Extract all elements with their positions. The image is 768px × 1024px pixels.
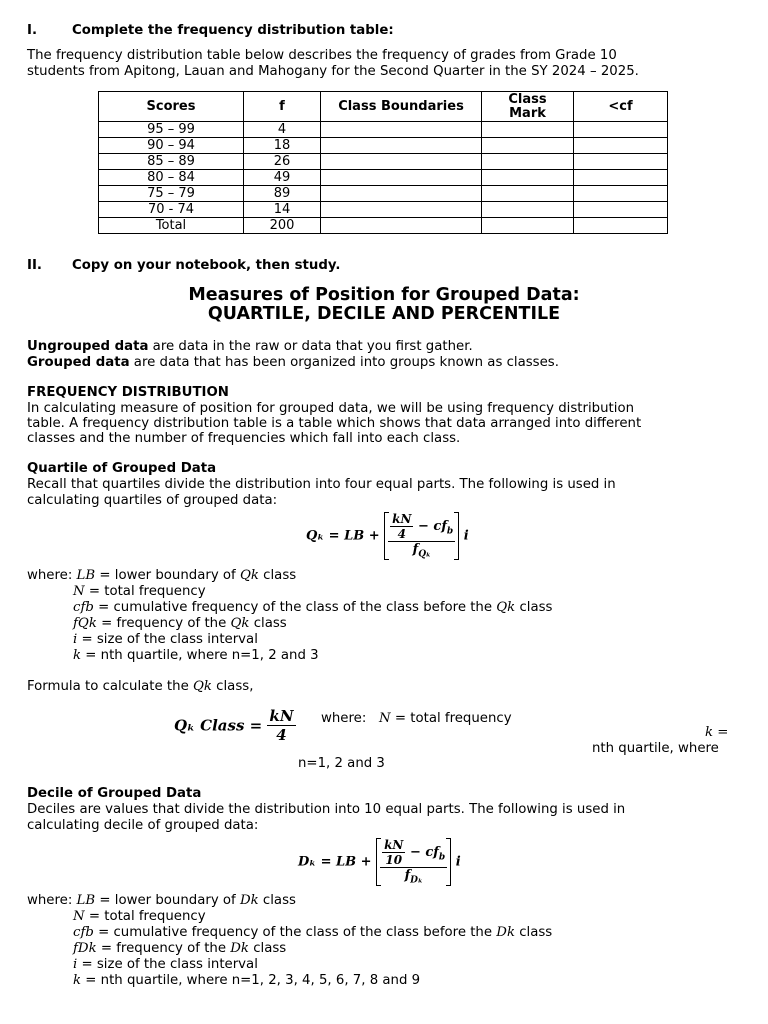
decile-formula: Dₖ = LB + $\frac{kN}{10}$ − $cf_b$ $f_{D_k}$ i — [298, 838, 461, 886]
cell-scores: 70 - 74 — [99, 202, 244, 218]
cell-empty[interactable] — [321, 202, 482, 218]
cell-empty[interactable] — [321, 122, 482, 138]
cell-empty[interactable] — [574, 170, 668, 186]
table-row — [99, 138, 668, 154]
decile-line2: calculating decile of grouped data: — [27, 818, 259, 833]
quartile-class-k-text: nth quartile, where — [592, 741, 719, 756]
cell-empty[interactable] — [574, 186, 668, 202]
cell-empty[interactable] — [574, 138, 668, 154]
cell-empty[interactable] — [482, 218, 574, 234]
quartile-heading: Quartile of Grouped Data — [27, 461, 217, 476]
quartile-class-formula: Qₖ Class = $\frac{kN}{4}$ — [174, 707, 294, 744]
cell-empty[interactable] — [482, 154, 574, 170]
cell-scores: 85 – 89 — [99, 154, 244, 170]
quartile-where-0: where: LB = lower boundary of Qk class — [27, 568, 297, 583]
def-ungrouped: Ungrouped data are data in the raw or data that you first gather. — [27, 339, 473, 354]
cell-scores: 80 – 84 — [99, 170, 244, 186]
quartile-line1: Recall that quartiles divide the distribution into four equal parts. The following is used in — [27, 477, 616, 492]
cell-empty[interactable] — [574, 154, 668, 170]
part2-numeral: II. — [27, 258, 42, 273]
cell-empty[interactable] — [482, 186, 574, 202]
quartile-class-intro: Formula to calculate the Qk class, — [27, 679, 254, 694]
quartile-where-4: i = size of the class interval — [73, 632, 258, 647]
header-f: f — [244, 92, 321, 122]
quartile-where-3: fQk = frequency of the Qk class — [73, 616, 287, 631]
part1-intro-line2: students from Apitong, Lauan and Mahogany for the Second Quarter in the SY 2024 – 2025. — [27, 64, 639, 79]
def-grouped: Grouped data are data that has been organized into groups known as classes. — [27, 355, 559, 370]
cell-empty[interactable] — [482, 138, 574, 154]
cell-empty[interactable] — [574, 218, 668, 234]
quartile-where-1: N = total frequency — [73, 584, 206, 599]
cell-empty[interactable] — [321, 154, 482, 170]
freqdist-line1: In calculating measure of position for grouped data, we will be using frequency distribution — [27, 401, 635, 416]
quartile-class-where: where: N = total frequency — [321, 711, 512, 726]
cell-empty[interactable] — [321, 186, 482, 202]
decile-where-2: cfb = cumulative frequency of the class of the class before the Dk class — [73, 925, 553, 940]
table-row — [99, 170, 668, 186]
decile-where-4: i = size of the class interval — [73, 957, 258, 972]
quartile-formula: Qₖ = LB + $\frac{kN}{4}$ − $cf_b$ $f_{Q_k}$ i — [306, 512, 469, 560]
frequency-table — [98, 91, 668, 234]
cell-scores: 90 – 94 — [99, 138, 244, 154]
cell-f: 26 — [244, 154, 321, 170]
header-class-mark: Class Mark — [482, 92, 574, 122]
table-total-row — [99, 218, 668, 234]
cell-f: 89 — [244, 186, 321, 202]
part2-heading: Copy on your notebook, then study. — [72, 258, 341, 273]
cell-total-value: 200 — [244, 218, 321, 234]
quartile-where-2: cfb = cumulative frequency of the class of the class before the Qk class — [73, 600, 553, 615]
cell-empty[interactable] — [321, 170, 482, 186]
quartile-line2: calculating quartiles of grouped data: — [27, 493, 278, 508]
cell-empty[interactable] — [574, 122, 668, 138]
header-cf: <cf — [574, 92, 668, 122]
quartile-class-k: k = — [705, 725, 729, 740]
decile-heading: Decile of Grouped Data — [27, 786, 202, 801]
cell-f: 4 — [244, 122, 321, 138]
quartile-where-5: k = nth quartile, where n=1, 2 and 3 — [73, 648, 319, 663]
cell-empty[interactable] — [482, 122, 574, 138]
cell-scores: 75 – 79 — [99, 186, 244, 202]
decile-line1: Deciles are values that divide the distribution into 10 equal parts. The following is used in — [27, 802, 626, 817]
cell-empty[interactable] — [482, 202, 574, 218]
header-class-boundaries: Class Boundaries — [321, 92, 482, 122]
cell-scores: 95 – 99 — [99, 122, 244, 138]
part1-heading: Complete the frequency distribution table: — [72, 23, 394, 38]
table-row — [99, 186, 668, 202]
table-row — [99, 154, 668, 170]
freqdist-line3: classes and the number of frequencies which fall into each class. — [27, 431, 461, 446]
cell-f: 18 — [244, 138, 321, 154]
decile-where-1: N = total frequency — [73, 909, 206, 924]
page-title-line1: Measures of Position for Grouped Data: — [188, 285, 580, 305]
part1-intro-line1: The frequency distribution table below describes the frequency of grades from Grade 10 — [27, 48, 617, 63]
freqdist-heading: FREQUENCY DISTRIBUTION — [27, 385, 229, 400]
table-row — [99, 202, 668, 218]
freqdist-line2: table. A frequency distribution table is a table which shows that data arranged into different — [27, 416, 642, 431]
cell-empty[interactable] — [321, 218, 482, 234]
cell-f: 14 — [244, 202, 321, 218]
cell-total-label: Total — [99, 218, 244, 234]
part1-numeral: I. — [27, 23, 37, 38]
page-title-line2: QUARTILE, DECILE AND PERCENTILE — [207, 304, 561, 324]
header-scores: Scores — [99, 92, 244, 122]
cell-f: 49 — [244, 170, 321, 186]
cell-empty[interactable] — [321, 138, 482, 154]
quartile-class-n: n=1, 2 and 3 — [298, 756, 385, 771]
decile-where-3: fDk = frequency of the Dk class — [73, 941, 287, 956]
table-row — [99, 122, 668, 138]
cell-empty[interactable] — [574, 202, 668, 218]
decile-where-5: k = nth quartile, where n=1, 2, 3, 4, 5, 6, 7, 8 and 9 — [73, 973, 421, 988]
decile-where-0: where: LB = lower boundary of Dk class — [27, 893, 296, 908]
cell-empty[interactable] — [482, 170, 574, 186]
